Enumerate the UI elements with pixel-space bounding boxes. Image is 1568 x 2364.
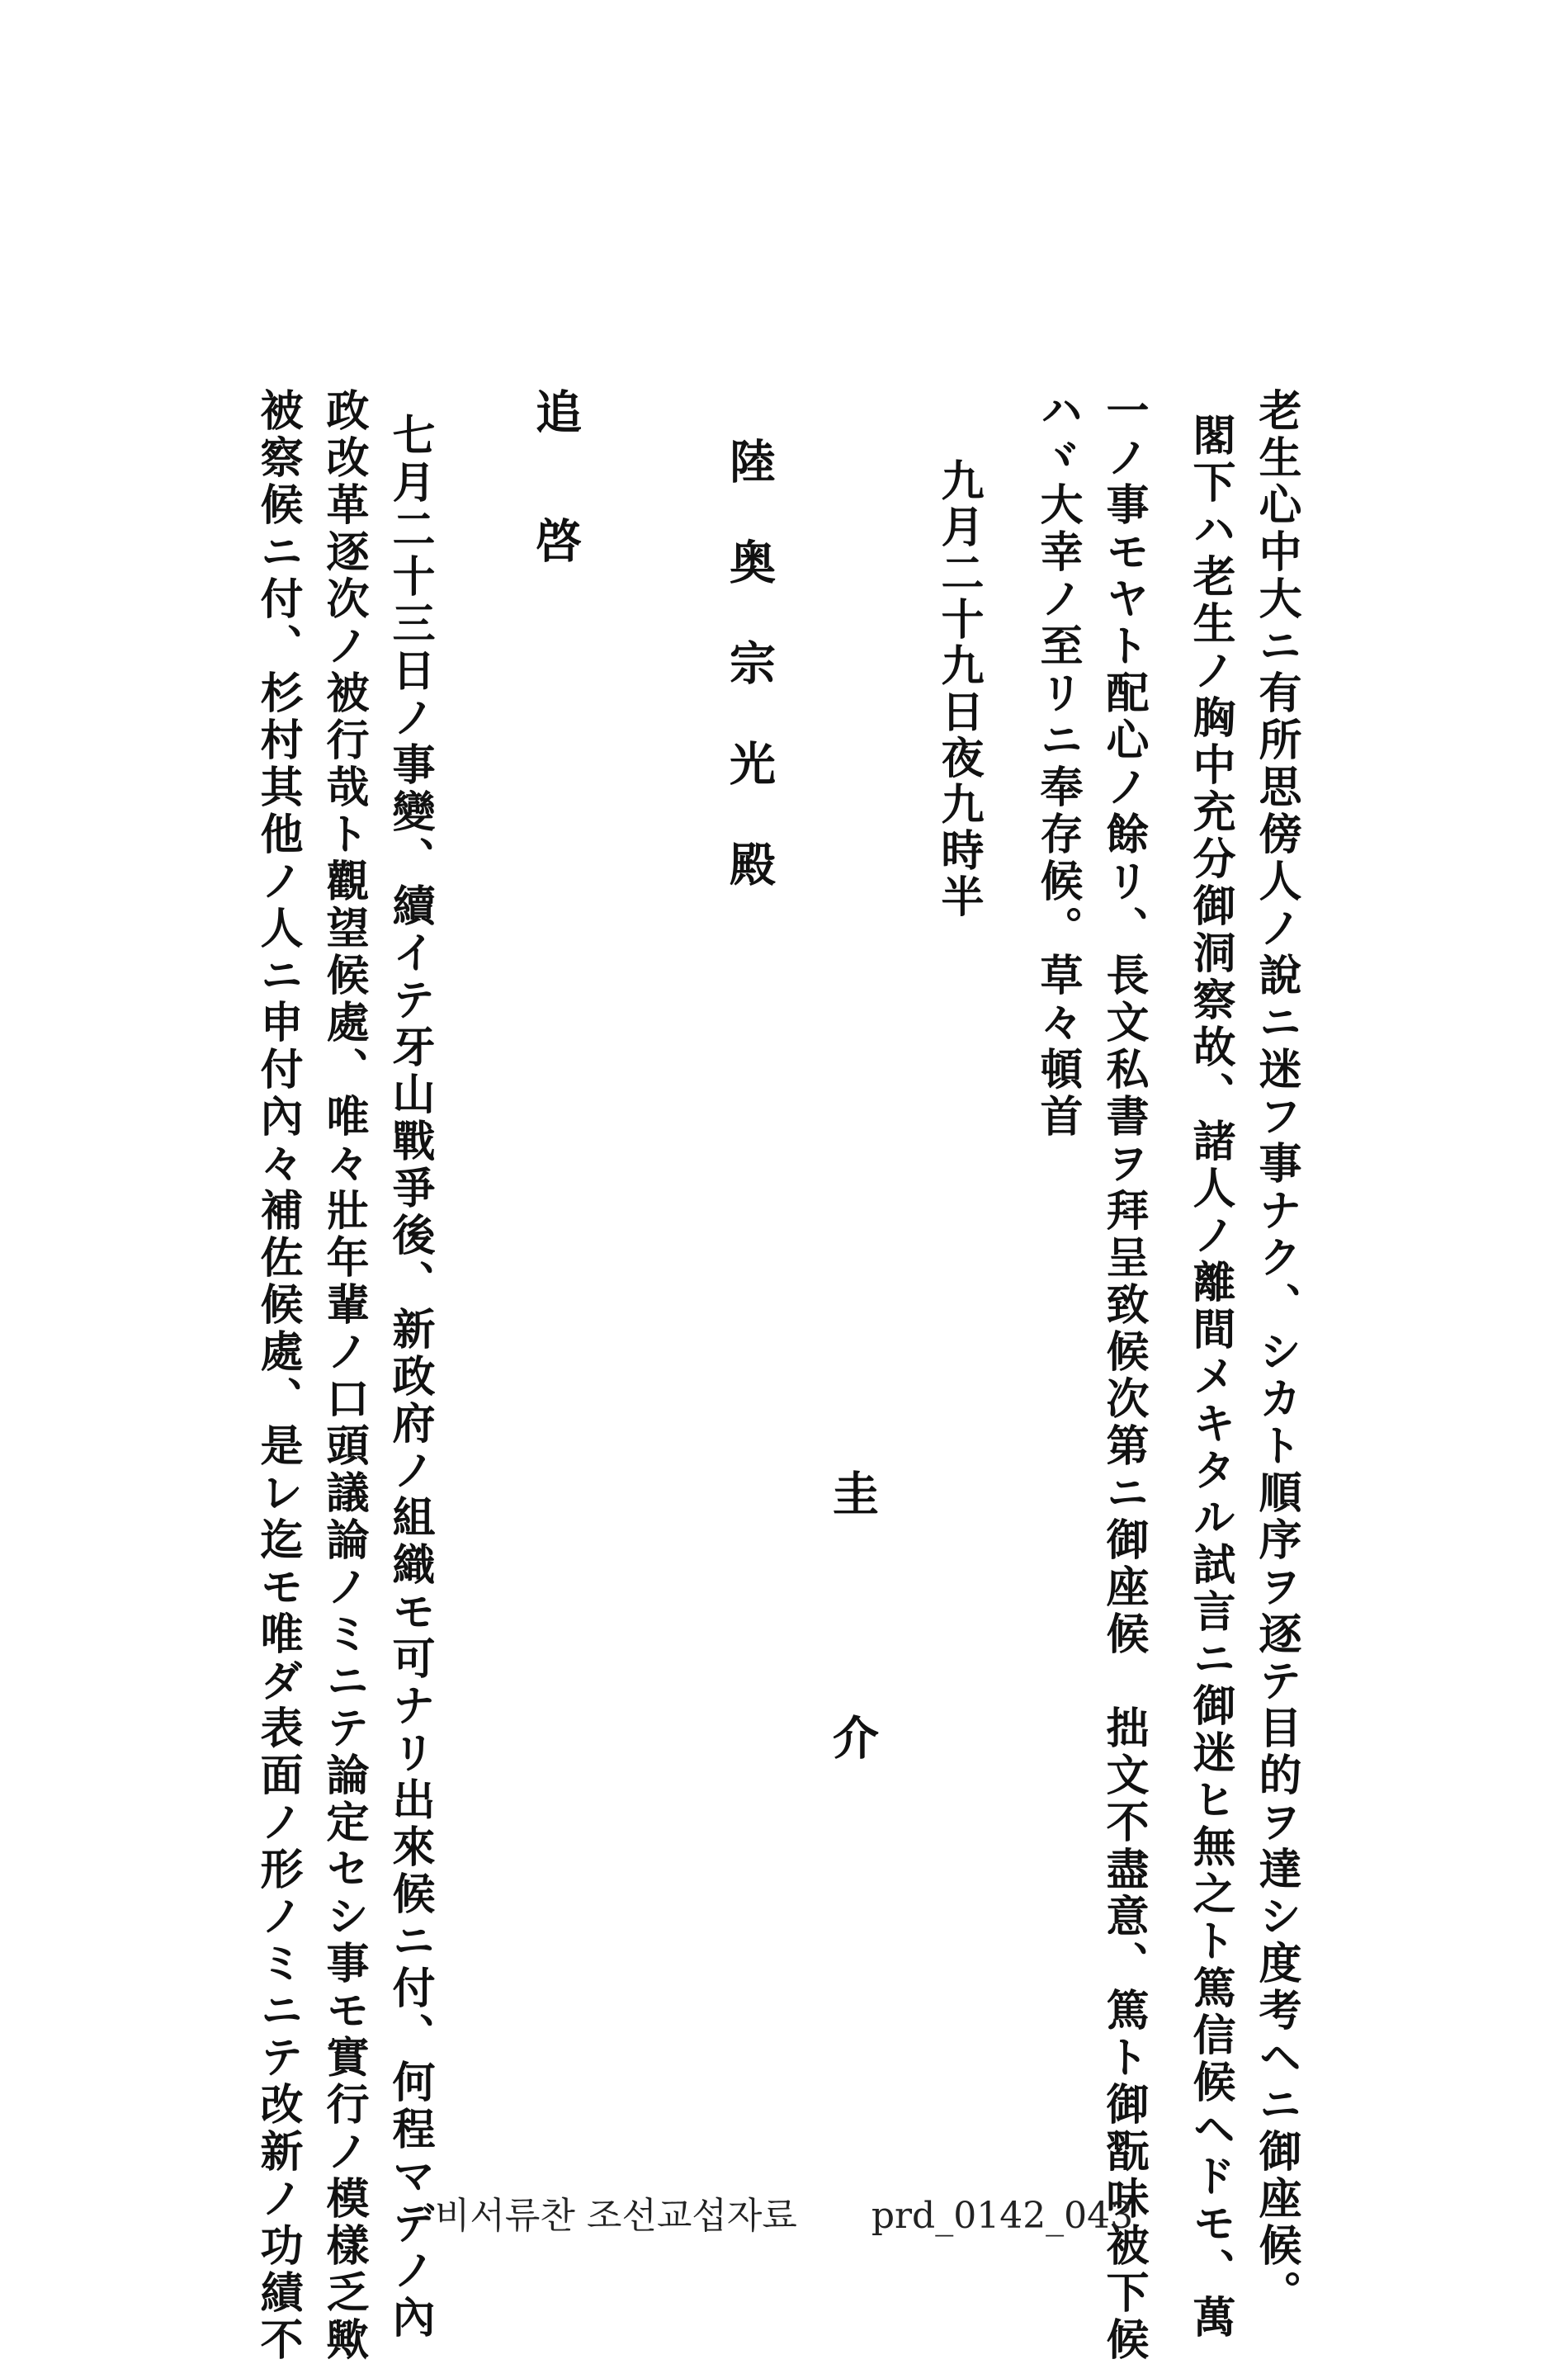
letter-sender: 圭介 bbox=[825, 1469, 880, 1958]
letter-recipient: 陸奥宗光殿 bbox=[722, 437, 777, 941]
letter-line-1: 老生心中大ニ有所思傍人ノ說ニ迷フ事ナク、シカト順序ヲ逐テ目的ヲ達シ度考ヘニ御座候。 bbox=[1251, 388, 1301, 2317]
postscript-line-1: 七月二十三日ノ事變、續イテ牙山戰爭後、新政府ノ組織モ可ナリ出來候ニ付、何程マデノ內 bbox=[385, 413, 435, 2342]
letter-line-3: 一ノ事モヤト配心ノ餘リ、長文私書ヲ拜呈致候次第ニ御座候 拙文不盡意、篤ト御翫味被下候 bbox=[1098, 388, 1149, 2364]
postscript-line-3: 被察候ニ付、杉村其他ノ人ニ申付內々補佐候處、是レ迄モ唯ダ表面ノ形ノミニテ改新ノ功績不 bbox=[253, 388, 303, 2364]
footer-collection-title: 비서류찬 조선교섭자료 bbox=[434, 2195, 797, 2237]
letter-date: 九月二十九日夜九時半 bbox=[933, 458, 984, 920]
letter-line-2: 閣下ハ老生ノ胸中充分御洞察故、諸人ノ離間メキタル試言ニ御迷ヒ無之ト篤信候ヘドモ、萬 bbox=[1185, 413, 1235, 2342]
postscript-line-2: 政改革逐次ノ被行哉ト觀望候處、唯々壯年輩ノ口頭議論ノミニテ論定セシ事モ實行ノ模樣乏歟 bbox=[319, 388, 369, 2364]
footer-page-id: prd_0142_043 bbox=[871, 2195, 1134, 2237]
letter-line-4: ハヾ大幸ノ至リニ奉存候。草々頓首 bbox=[1032, 388, 1083, 1141]
page-footer bbox=[0, 2186, 1568, 2239]
postscript-heading: 追啓 bbox=[528, 388, 583, 645]
